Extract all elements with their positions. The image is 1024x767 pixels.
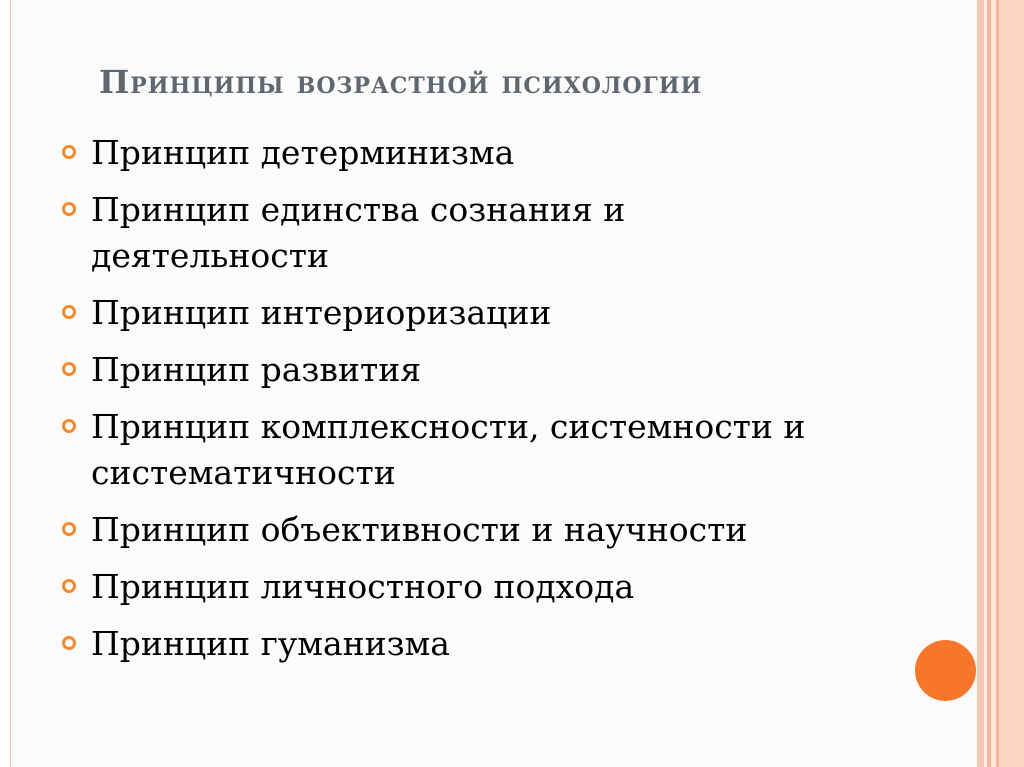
bullet-circle-icon (62, 419, 76, 433)
bullet-circle-icon (62, 202, 76, 216)
list-item-text: Принцип объективности и научности (91, 510, 748, 549)
list-item (62, 404, 906, 496)
list-item (62, 130, 651, 176)
slide-title: Принципы возрастной психологии (99, 63, 703, 101)
list-item (62, 507, 962, 553)
list-item (62, 187, 711, 279)
list-item-text: Принцип комплексности, системности и систематичности (91, 407, 806, 492)
list-item (62, 347, 962, 393)
decor-stripe (977, 0, 984, 767)
list-item-text: Принцип интериоризации (91, 293, 552, 332)
bullet-circle-icon (62, 362, 76, 376)
decor-stripe (999, 0, 1024, 767)
bullet-circle-icon (62, 305, 76, 319)
list-item (62, 290, 962, 336)
list-item-text: Принцип детерминизма (91, 133, 515, 172)
list-item-text: Принцип единства сознания и деятельности (91, 190, 626, 275)
list-item-text: Принцип гуманизма (91, 624, 450, 663)
bullet-circle-icon (62, 145, 76, 159)
list-item (62, 621, 962, 667)
principles-list (62, 130, 962, 678)
bullet-circle-icon (62, 522, 76, 536)
list-item-text: Принцип личностного подхода (91, 567, 635, 606)
bullet-circle-icon (62, 636, 76, 650)
list-item-text: Принцип развития (91, 350, 422, 389)
list-item (62, 564, 962, 610)
accent-circle (915, 640, 976, 701)
bullet-circle-icon (62, 579, 76, 593)
